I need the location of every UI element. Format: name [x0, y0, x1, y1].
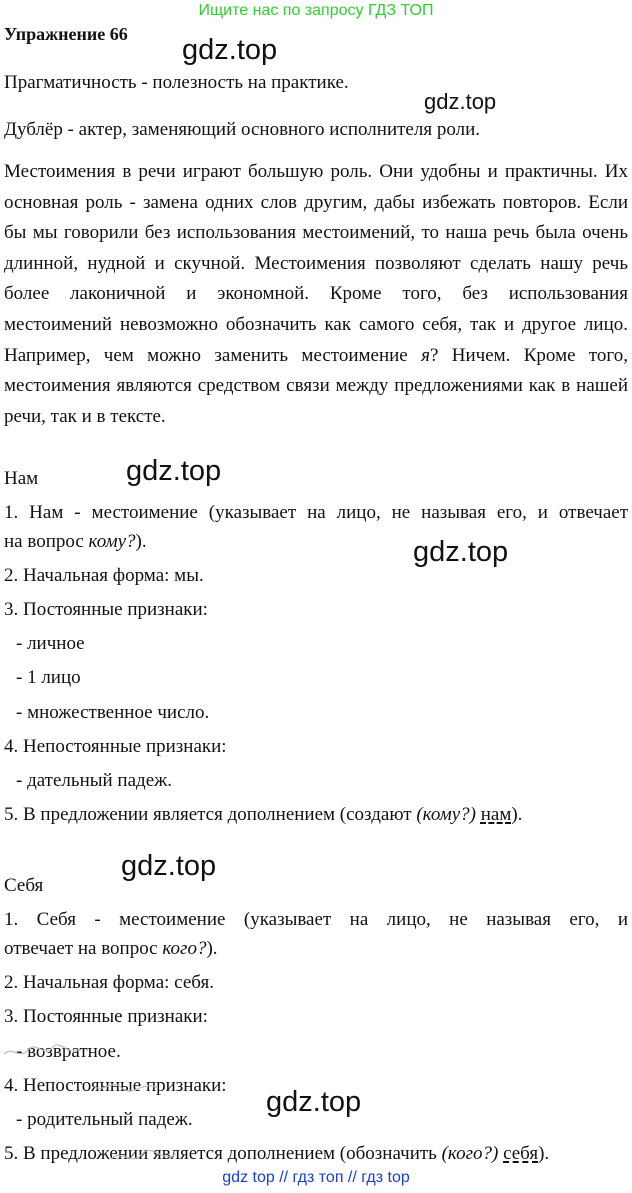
scribble-mark	[2, 1040, 82, 1066]
nam-item3: 3. Постоянные признаки:	[4, 599, 208, 620]
nam-item5-suffix: ).	[511, 804, 523, 825]
main-paragraph	[4, 157, 628, 432]
nam-item3-number: - множественное число.	[16, 702, 210, 723]
paragraph-text-1: Местоимения в речи играют большую роль. Они удобны и практичны. Их основная роль - замена одних слов другим, дабы избежать повторов. Если бы мы говорили без использования местоимений, то наша речь была очень длинной, нудной и скучной. Местоимения позволяют сделать нашу речь более лаконичной и экономной. Кроме того, без использования местоимений невозможно обозначить как самого себя, так и другое лицо. Например, чем можно заменить местоимение	[4, 161, 628, 366]
sebya-item3-reflexive: - возвратное.	[16, 1041, 121, 1062]
sebya-item1-line2	[4, 938, 218, 960]
sebya-item5-suffix: ).	[538, 1143, 550, 1164]
sebya-item4: 4. Непостоянные признаки:	[4, 1075, 227, 1096]
nam-item3-person: - 1 лицо	[16, 667, 81, 688]
paragraph-text-2: ? Ничем. Кроме того, местоимения являются средством связи между предложениями как в нашей речи, так и в тексте.	[4, 344, 628, 427]
sebya-item5-question: (кого?)	[441, 1143, 499, 1164]
sebya-item5-word: себя	[503, 1143, 539, 1164]
sebya-item3: 3. Постоянные признаки:	[4, 1006, 208, 1027]
nam-item4: 4. Непостоянные признаки:	[4, 736, 227, 757]
scribble-mark	[92, 1074, 162, 1100]
nam-item1-suffix: ).	[135, 531, 147, 552]
watermark: gdz.top	[121, 850, 217, 882]
nam-item1-prefix: на вопрос	[4, 531, 89, 552]
watermark: gdz.top	[424, 89, 497, 114]
watermark: gdz.top	[182, 34, 278, 66]
footer-links[interactable]: gdz top // гдз топ // гдз top	[222, 1169, 410, 1186]
sebya-item2: 2. Начальная форма: себя.	[4, 972, 214, 993]
paragraph-italic-word: я	[421, 344, 430, 366]
nam-item2: 2. Начальная форма: мы.	[4, 565, 204, 586]
nam-item1-line2	[4, 531, 147, 553]
section-heading-sebya: Себя	[4, 875, 44, 896]
nam-item3-personal: - личное	[16, 633, 85, 654]
sebya-item1-suffix: ).	[206, 938, 218, 959]
watermark: gdz.top	[413, 536, 509, 568]
definition-pragmatism: Прагматичность - полезность на практике.	[4, 72, 349, 93]
exercise-title: Упражнение 66	[4, 24, 128, 44]
nam-item1-question: кому?	[88, 531, 136, 552]
nam-item5-prefix: 5. В предложении является дополнением (создают	[4, 804, 417, 825]
nam-item1-line1: 1. Нам - местоимение (указывает на лицо, не называя его, и отвечает	[4, 502, 628, 523]
sebya-item5-prefix: 5. В предложении является дополнением (обозначить	[4, 1143, 442, 1164]
watermark: gdz.top	[266, 1086, 362, 1118]
sebya-item4-case: - родительный падеж.	[16, 1109, 193, 1130]
nam-item5-question: (кому?)	[416, 804, 476, 825]
watermark: gdz.top	[126, 455, 222, 487]
sebya-item1-question: кого?	[162, 938, 207, 959]
sebya-item1-prefix: отвечает на вопрос	[4, 938, 163, 959]
nam-item5-word: нам	[480, 804, 512, 825]
nam-item5	[4, 804, 522, 826]
nam-item4-case: - дательный падеж.	[16, 770, 172, 791]
definition-understudy: Дублёр - актер, заменяющий основного исполнителя роли.	[4, 119, 480, 140]
section-heading-nam: Нам	[4, 468, 39, 489]
sebya-item5	[4, 1143, 549, 1165]
scribble-mark	[110, 1144, 180, 1170]
search-banner[interactable]: Ищите нас по запросу ГДЗ ТОП	[198, 2, 434, 19]
sebya-item1-line1: 1. Себя - местоимение (указывает на лицо, не называя его, и	[4, 909, 628, 930]
